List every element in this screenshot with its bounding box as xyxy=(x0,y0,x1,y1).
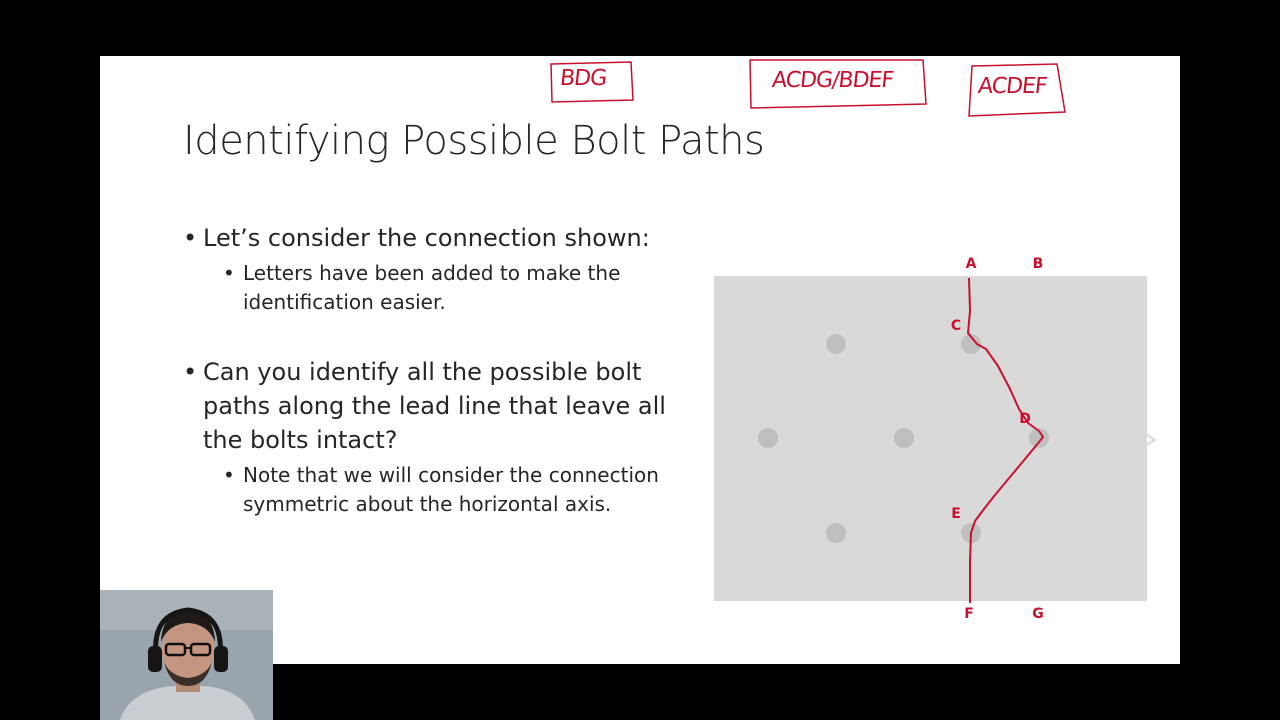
sub-bullet-symmetric: • Note that we will consider the connection symmetric about the horizontal axis. xyxy=(183,461,703,519)
sub-bullet-letters-added: • Letters have been added to make the identification easier. xyxy=(183,259,703,317)
handwritten-note-acdg-bdef: ACDG/BDEF xyxy=(770,68,895,93)
bolt-connection-diagram xyxy=(705,241,1165,641)
bullet-consider-connection: • Let’s consider the connection shown: xyxy=(183,221,703,255)
bolt-row1-left xyxy=(826,334,846,354)
label-g: G xyxy=(1032,606,1044,622)
presenter-image xyxy=(100,590,273,720)
slide-title: Identifying Possible Bolt Paths xyxy=(183,118,765,164)
label-d: D xyxy=(1019,411,1031,427)
bullet-identify-bolt-paths: • Can you identify all the possible bolt paths along the lead line that leave all the bolts intact? xyxy=(183,355,703,457)
connection-plate xyxy=(714,276,1147,601)
label-a: A xyxy=(965,256,977,272)
label-e: E xyxy=(951,506,961,522)
label-b: B xyxy=(1032,256,1044,272)
bolt-row3-left xyxy=(826,523,846,543)
bolt-row2-1 xyxy=(758,428,778,448)
label-c: C xyxy=(950,318,962,334)
slide xyxy=(100,56,1180,664)
label-f: F xyxy=(964,606,974,622)
handwritten-note-acdef: ACDEF xyxy=(976,74,1048,99)
bolt-row2-2 xyxy=(894,428,914,448)
bullet-list xyxy=(183,221,703,519)
handwritten-note-bdg: BDG xyxy=(558,66,608,91)
webcam-overlay xyxy=(100,590,273,720)
